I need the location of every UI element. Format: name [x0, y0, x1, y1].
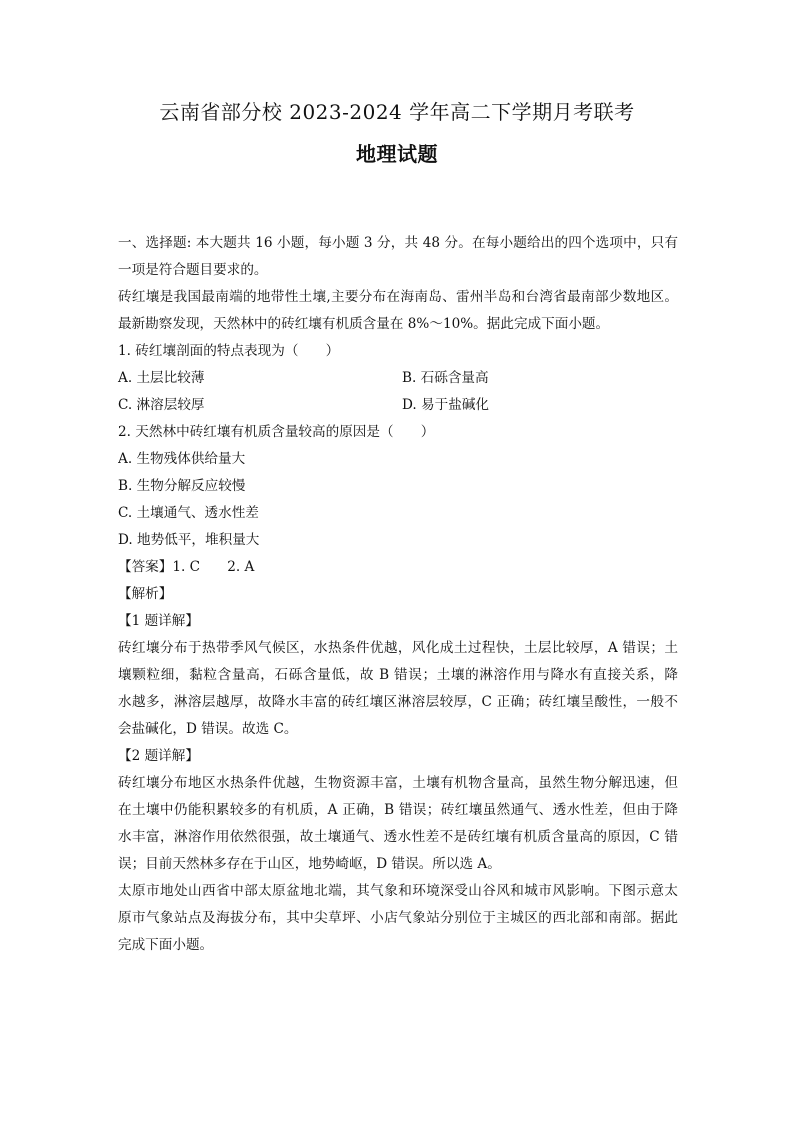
question-2-option-d: D. 地势低平，堆积量大	[118, 532, 260, 548]
detail-1-heading: 【1 题详解】	[118, 613, 199, 629]
question-2-stem: 2. 天然林中砖红壤有机质含量较高的原因是（ ）	[118, 424, 435, 440]
document-title: 云南省部分校 2023-2024 学年高二下学期月考联考	[159, 100, 635, 124]
section-instructions-line-1: 一、选择题: 本大题共 16 小题，每小题 3 分，共 48 分。在每小题给出的四个选项中，只有	[118, 235, 678, 251]
question-1-option-c: C. 淋溶层较厚	[118, 397, 205, 413]
detail-1-line-2: 壤颗粒细，黏粒含量高，石砾含量低，故 B 错误；土壤的淋溶作用与降水有直接关系，降	[118, 667, 678, 683]
passage-1-line-2: 最新勘察发现，天然林中的砖红壤有机质含量在 8%～10%。据此完成下面小题。	[118, 316, 610, 332]
document-body	[118, 230, 678, 959]
passage-2-line-3: 完成下面小题。	[118, 937, 214, 953]
question-2-option-b: B. 生物分解反应较慢	[118, 478, 246, 494]
answer-line: 【答案】1. C 2. A	[118, 559, 255, 575]
question-1-stem: 1. 砖红壤剖面的特点表现为（ ）	[118, 343, 340, 359]
detail-2-line-1: 砖红壤分布地区水热条件优越，生物资源丰富，土壤有机物含量高，虽然生物分解迅速，但	[118, 775, 678, 791]
passage-2-line-1: 太原市地处山西省中部太原盆地北端，其气象和环境深受山谷风和城市风影响。下图示意太	[118, 883, 678, 899]
question-1-option-b: B. 石砾含量高	[402, 370, 489, 386]
detail-2-line-4: 误；目前天然林多存在于山区，地势崎岖，D 错误。所以选 A。	[118, 856, 501, 872]
passage-2-line-2: 原市气象站点及海拔分布，其中尖草坪、小店气象站分别位于主城区的西北部和南部。据此	[118, 910, 678, 926]
detail-2-line-3: 水丰富，淋溶作用依然很强，故土壤通气、透水性差不是砖红壤有机质含量高的原因，C 错	[118, 829, 678, 845]
analysis-label: 【解析】	[118, 586, 173, 602]
question-2-option-a: A. 生物残体供给量大	[118, 451, 246, 467]
question-1-options-row-1	[118, 365, 678, 392]
question-1-option-d: D. 易于盐碱化	[402, 397, 490, 413]
detail-1-line-3: 水越多，淋溶层越厚，故降水丰富的砖红壤区淋溶层较厚，C 正确；砖红壤呈酸性，一般不	[118, 694, 678, 710]
passage-1-line-1: 砖红壤是我国最南端的地带性土壤,主要分布在海南岛、雷州半岛和台湾省最南部少数地区。	[118, 289, 678, 305]
detail-1-line-1: 砖红壤分布于热带季风气候区，水热条件优越，风化成土过程快，土层比较厚，A 错误；土	[118, 640, 678, 656]
question-1-options-row-2	[118, 392, 678, 419]
document-subtitle: 地理试题	[356, 142, 438, 166]
question-2-option-c: C. 土壤通气、透水性差	[118, 505, 259, 521]
detail-2-line-2: 在土壤中仍能积累较多的有机质，A 正确，B 错误；砖红壤虽然通气、透水性差，但由于降	[118, 802, 678, 818]
section-instructions-line-2: 一项是符合题目要求的。	[118, 262, 268, 278]
detail-1-line-4: 会盐碱化，D 错误。故选 C。	[118, 721, 298, 737]
question-1-option-a: A. 土层比较薄	[118, 370, 205, 386]
detail-2-heading: 【2 题详解】	[118, 748, 199, 764]
